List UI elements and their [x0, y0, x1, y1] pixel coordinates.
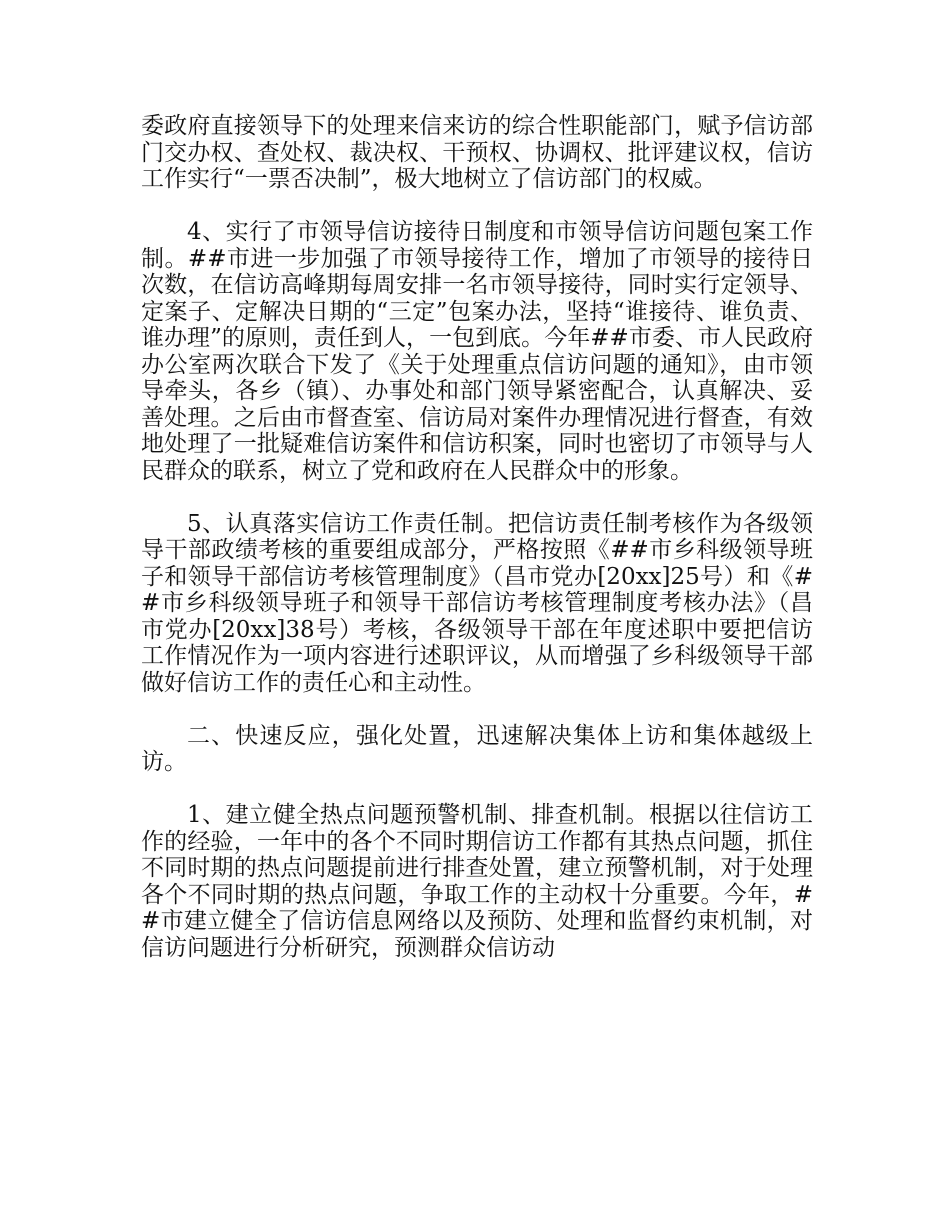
- section-heading-2: 二、快速反应，强化处置，迅速解决集体上访和集体越级上访。: [141, 722, 813, 775]
- document-body: [141, 113, 813, 961]
- paragraph-item-5: 5、认真落实信访工作责任制。把信访责任制考核作为各级领导干部政绩考核的重要组成部分，严格按照《##市乡科级领导班子和领导干部信访考核管理制度》（昌市党办[20xx]25号）和《##市乡科级领导班子和领导干部信访考核管理制度考核办法》（昌市党办[20xx]38号）考核，各级领导干部在年度述职中要把信访工作情况作为一项内容进行述职评议，从而增强了乡科级领导干部做好信访工作的责任心和主动性。: [141, 510, 813, 696]
- paragraph-item-4: 4、实行了市领导信访接待日制度和市领导信访问题包案工作制。##市进一步加强了市领导接待工作，增加了市领导的接待日次数，在信访高峰期每周安排一名市领导接待，同时实行定领导、定案子、定解决日期的“三定”包案办法，坚持“谁接待、谁负责、谁办理”的原则，责任到人，一包到底。今年##市委、市人民政府办公室两次联合下发了《关于处理重点信访问题的通知》，由市领导牵头，各乡（镇）、办事处和部门领导紧密配合，认真解决、妥善处理。之后由市督查室、信访局对案件办理情况进行督查，有效地处理了一批疑难信访案件和信访积案，同时也密切了市领导与人民群众的联系，树立了党和政府在人民群众中的形象。: [141, 219, 813, 484]
- paragraph-continued: 委政府直接领导下的处理来信来访的综合性职能部门，赋予信访部门交办权、查处权、裁决权、干预权、协调权、批评建议权，信访工作实行“一票否决制”，极大地树立了信访部门的权威。: [141, 113, 813, 192]
- paragraph-item-1: 1、建立健全热点问题预警机制、排查机制。根据以往信访工作的经验，一年中的各个不同时期信访工作都有其热点问题，抓住不同时期的热点问题提前进行排查处置，建立预警机制，对于处理各个不同时期的热点问题，争取工作的主动权十分重要。今年，##市建立健全了信访信息网络以及预防、处理和监督约束机制，对信访问题进行分析研究，预测群众信访动: [141, 802, 813, 961]
